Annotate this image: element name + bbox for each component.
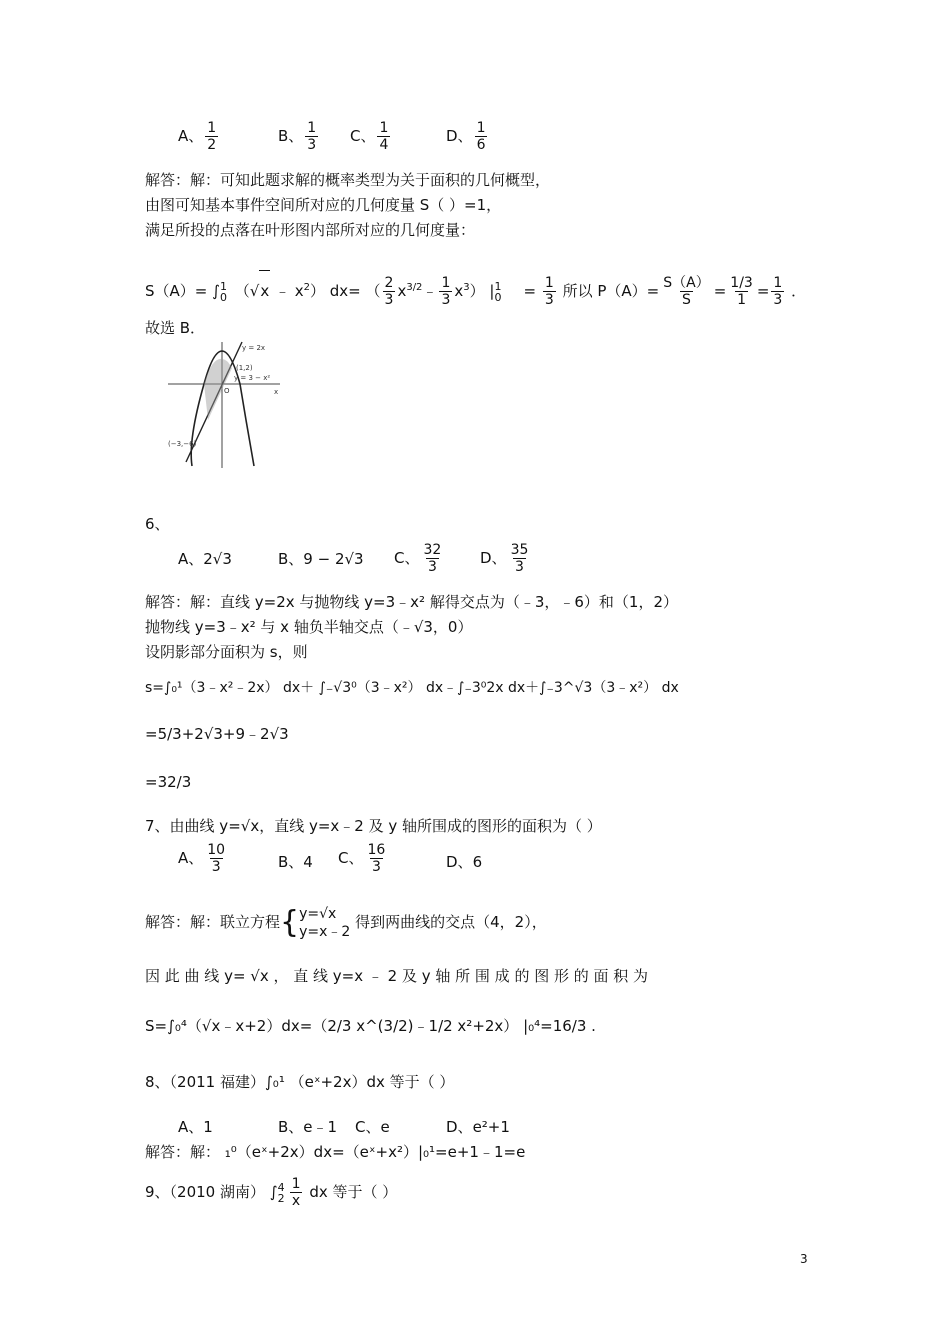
- q7-option-b: B、4: [278, 853, 313, 871]
- q6-solution-line2: 抛物线 y=3﹣x² 与 x 轴负半轴交点（﹣√3，0）: [145, 618, 473, 636]
- q8-option-c: C、e: [355, 1118, 390, 1136]
- label-parab: y = 3 − x²: [234, 374, 271, 382]
- q5-solution-line3: 满足所投的点落在叶形图内部所对应的几何度量：: [145, 221, 476, 239]
- parabola-left-branch: [191, 384, 204, 466]
- q7-solution-line1: 解答：解：联立方程{ y=√x y=x﹣2 得到两曲线的交点（4，2），: [145, 904, 547, 940]
- q7-stem: 7、由曲线 y=√x，直线 y=x﹣2 及 y 轴所围成的图形的面积为（ ）: [145, 817, 602, 835]
- q6-solution-line4: s=∫₀¹（3﹣x²﹣2x） dx＋ ∫₋√3⁰（3﹣x²） dx﹣∫₋3⁰2x dx＋∫₋3^√3（3﹣x²） dx: [145, 680, 679, 696]
- q5-option-d: D、 $\frac{1}{6}$: [446, 120, 486, 153]
- q5-option-c: C、 $\frac{1}{4}$: [350, 120, 389, 153]
- q8-option-b: B、e﹣1: [278, 1118, 338, 1136]
- q8-stem: 8、（2011 福建）∫₀¹ （eˣ+2x）dx 等于（ ）: [145, 1073, 455, 1091]
- q5-option-a: A、 $\frac{1}{2}$: [178, 120, 217, 153]
- q6-solution-line5: =5/3+2√3+9﹣2√3: [145, 725, 289, 743]
- label-left: (−3,−6): [168, 440, 197, 448]
- q7-option-a: A、 $\frac{10}{3}$: [178, 842, 226, 875]
- q5-solution-line2: 由图可知基本事件空间所对应的几何度量 S（ ）=1，: [145, 196, 502, 214]
- label-point: (1,2): [236, 364, 253, 372]
- q8-option-d: D、e²+1: [446, 1118, 510, 1136]
- q5-solution-line1: 解答：解：可知此题求解的概率类型为关于面积的几何概型，: [145, 171, 551, 189]
- q7-solution-line2: 因 此 曲 线 y= √x ， 直 线 y=x ﹣ 2 及 y 轴 所 围 成 的 图 形 的 面 积 为: [145, 967, 649, 985]
- q7-option-c: C、 $\frac{16}{3}$: [338, 842, 386, 875]
- q6-solution-line3: 设阴影部分面积为 s，则: [145, 643, 308, 661]
- q5-conclusion: 故选 B．: [145, 319, 206, 337]
- label-top: y = 2x: [242, 344, 266, 352]
- q9-stem: 9、（2010 湖南） ∫ 4 2 $\frac{1}{x}$ dx 等于（ ）: [145, 1176, 398, 1209]
- q8-option-a: A、1: [178, 1118, 213, 1136]
- q7-option-d: D、6: [446, 853, 483, 871]
- q6-solution-line1: 解答：解：直线 y=2x 与抛物线 y=3﹣x² 解得交点为（﹣3，﹣6）和（1，2）: [145, 593, 678, 611]
- q7-solution-line3: S=∫₀⁴（√x﹣x+2）dx=（2/3 x^(3/2)﹣1/2 x²+2x） |₀⁴=16/3 .: [145, 1017, 596, 1035]
- label-x: x: [274, 388, 279, 396]
- q5-graph: [168, 340, 283, 470]
- q6-option-c: C、 $\frac{32}{3}$: [394, 542, 442, 575]
- q6-option-d: D、 $\frac{35}{3}$: [480, 542, 529, 575]
- q6-option-b: B、9 − 2√3: [278, 550, 364, 568]
- label-o: O: [224, 387, 230, 395]
- q6-solution-line6: =32/3: [145, 773, 192, 791]
- q6-option-a: A、2√3: [178, 550, 232, 568]
- q6-number: 6、: [145, 515, 170, 533]
- q5-option-b: B、 $\frac{1}{3}$: [278, 120, 317, 153]
- q5-integral-line: S（A）= ∫ 1 0 （√x ﹣ $x^2$） dx= （ $\frac{2}{3}$ $x^{3/2}﹣$ $\frac{1}{3}$ $x^3$） | 1 0 = $\frac{1}{3}$ 所以 P（A）= $\frac{S(A)}{S}$ = $\frac{1/3}{1}$ = $\frac{1}{3}$ ．: [145, 268, 806, 311]
- q8-solution: 解答：解： ₁⁰（eˣ+2x）dx=（eˣ+x²）|₀¹=e+1﹣1=e: [145, 1143, 526, 1161]
- page-number: 3: [800, 1252, 808, 1266]
